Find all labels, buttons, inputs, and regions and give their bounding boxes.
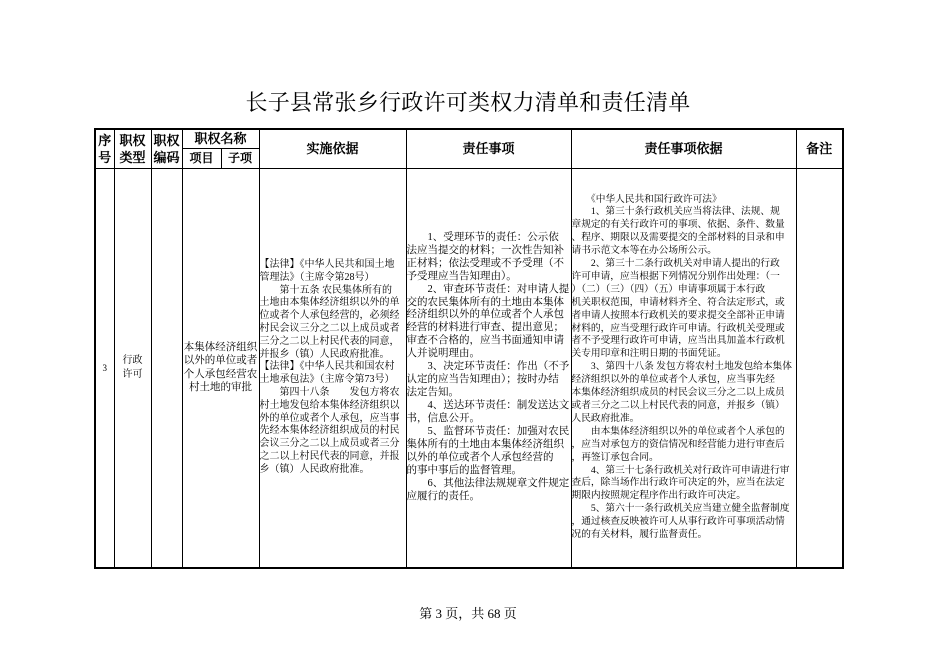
text-line: 3、第四十八条 发包方将农村土地发包给本集体 (571, 361, 792, 373)
text-line: 会议三分之二以上成员或者三分 (259, 438, 400, 450)
header-power-code (151, 129, 182, 168)
header-seq-lines (96, 132, 114, 166)
text-line: 2、第三十二条行政机关对申请人提出的行政 (571, 258, 780, 270)
text-line: ，通过核查反映被许可人从事行政许可事项活动情 (571, 516, 785, 528)
text-line: 村土地发包给本集体经济组织以 (259, 399, 400, 411)
cell-remark (796, 168, 843, 568)
text-line: 土地由本集体经济组织以外的单 (259, 297, 400, 309)
text-line: 况的有关材料，履行监督责任。 (571, 529, 708, 541)
text-line: 号 (98, 149, 112, 165)
text-line: 先经本集体经济组织成员的村民 (259, 425, 400, 437)
text-line: 村民会议三分之二以上成员或者 (259, 322, 400, 334)
cell-implementation-basis-lines (260, 259, 406, 477)
text-line: 经济组织以外的单位或者个人承包 (406, 309, 565, 321)
power-list-table (94, 128, 844, 569)
header-power-type-lines (115, 132, 151, 166)
text-line: 请书示范文本等在办公场所公示。 (571, 245, 717, 257)
cell-responsibility-basis (571, 168, 796, 568)
text-line: 者不予受理行政许可申请，应当出具加盖本行政机 (571, 335, 785, 347)
header-power-type (114, 129, 151, 168)
text-line: 查后，除当场作出行政许可决定的外，应当在法定 (571, 477, 785, 489)
header-item: 项目 (182, 148, 221, 168)
text-line: 第十五条 农民集体所有的 (259, 284, 393, 296)
text-line: 交的农民集体所有的土地由本集体 (406, 296, 565, 308)
text-line: 法应当提交的材料；一次性告知补 (406, 244, 565, 256)
text-line: 、程序、期限以及需要提交的全部材料的目录和申 (571, 232, 785, 244)
text-line: 许可 (122, 368, 143, 380)
text-line: 审查不合格的，应当书面通知申请 (406, 335, 565, 347)
text-line: 【法律】《中华人民共和国农村 (259, 361, 395, 373)
text-line: ）（二）（三）（四）（五）申请事项属于本行政 (571, 283, 766, 295)
text-line: 6、其他法律法规规章文件规定 (406, 477, 570, 489)
text-line: 第四十八条 发包方将农 (259, 386, 400, 398)
cell-power-code (151, 168, 182, 568)
text-line: 位或者个人承包经营的，必须经 (259, 310, 400, 322)
text-line: 人民政府批准。 (571, 412, 640, 424)
text-line: 职权 (153, 132, 180, 148)
text-line: 本集体经济组织成员的村民会议三分之二以上成员 (571, 387, 785, 399)
page-title: 长子县常张乡行政许可类权力清单和责任清单 (245, 90, 691, 115)
text-line: 以外的单位或者个人承包经营的 (406, 451, 554, 463)
text-line: 经济组织以外的单位或者个人承包，应当事先经 (571, 374, 775, 386)
text-line: 序 (98, 132, 112, 148)
text-line: 土地承包法》（主席令第73号） (259, 374, 395, 386)
header-subitem: 子项 (221, 148, 259, 168)
cell-responsibility-lines (407, 232, 571, 504)
header-power-code-lines (152, 132, 182, 166)
text-line: 者申请人按照本行政机关的要求提交全部补正申请 (571, 309, 785, 321)
text-line: 【法律】《中华人民共和国土地 (259, 258, 395, 270)
cell-responsibility-basis-lines (572, 194, 796, 542)
text-line: 认定的应当告知理由）；按时办结 (406, 374, 559, 386)
text-line: 本集体经济组织 (183, 341, 258, 353)
text-line: 予受理应当告知理由）。 (406, 270, 517, 282)
cell-power-type-lines (115, 354, 151, 382)
header-seq (95, 129, 114, 168)
text-line: 1、第三十条行政机关应当将法律、法规、规 (571, 206, 780, 218)
text-line: 之二以上村民代表的同意，并报 (259, 450, 400, 462)
text-line: 许可申请，应当根据下列情况分别作出处理：（一 (571, 270, 780, 282)
text-line: 期限内按照规定程序作出行政许可决定。 (571, 490, 746, 502)
table-row (95, 168, 843, 568)
text-line: 章规定的有关行政许可的事项、依据、条件、数量 (571, 219, 785, 231)
cell-seq: 3 (95, 168, 114, 568)
header-power-name: 职权名称 (182, 129, 259, 148)
text-line: 集体所有的土地由本集体经济组织 (406, 438, 565, 450)
text-line: 以外的单位或者 (183, 355, 258, 367)
text-line: ，再签订承包合同。 (571, 451, 659, 463)
text-line: 行政 (122, 354, 143, 366)
text-line: 类型 (119, 149, 146, 165)
text-line: 外的单位或者个人承包，应当事 (259, 412, 400, 424)
cell-responsibility (406, 168, 571, 568)
text-line: 法定告知。 (406, 387, 460, 399)
cell-implementation-basis (259, 168, 406, 568)
text-line: ，应当对承包方的资信情况和经营能力进行审查后 (571, 438, 785, 450)
text-line: 4、第三十七条行政机关对行政许可申请进行审 (571, 464, 790, 476)
text-line: 机关职权范围，申请材料齐全、符合法定形式，或 (571, 296, 785, 308)
cell-item-lines (183, 341, 259, 395)
text-line: 的事中事后的监督管理。 (406, 464, 523, 476)
text-line: 人并说明理由。 (406, 348, 481, 360)
text-line: 乡（镇）人民政府批准。 (259, 463, 370, 475)
page-footer: 第 3 页，共 68 页 (419, 606, 517, 621)
header-row (95, 129, 843, 148)
text-line: 《中华人民共和国行政许可法》 (571, 193, 722, 205)
text-line: 正材料；依法受理或不予受理（不 (406, 257, 565, 269)
text-line: 村土地的审批 (189, 382, 252, 394)
cell-power-name-item (182, 168, 259, 568)
text-line: 材料的，应当受理行政许可申请。行政机关受理或 (571, 322, 785, 334)
header-remark: 备注 (796, 129, 843, 168)
text-line: 3、决定环节责任：作出（不予 (406, 361, 570, 373)
text-line: 经营的材料进行审查、提出意见； (406, 322, 565, 334)
text-line: 职权 (119, 132, 146, 148)
text-line: 个人承包经营农 (183, 368, 258, 380)
header-responsibility-basis: 责任事项依据 (571, 129, 796, 168)
text-line: 关专用印章和注明日期的书面凭证。 (571, 348, 727, 360)
text-line: 或者三分之二以上村民代表的同意，并报乡（镇） (571, 400, 785, 412)
text-line: 2、审查环节责任：对申请人提 (406, 283, 570, 295)
text-line: 应履行的责任。 (406, 490, 481, 502)
header-implementation-basis: 实施依据 (259, 129, 406, 168)
text-line: 4、送达环节责任：制发送达文 (406, 400, 570, 412)
text-line: 并报乡（镇）人民政府批准。 (259, 348, 390, 360)
text-line: 书，信息公开。 (406, 413, 481, 425)
text-line: 5、监督环节责任：加强对农民 (406, 426, 570, 438)
text-line: 编码 (153, 149, 180, 165)
text-line: 三分之二以上村民代表的同意， (259, 335, 400, 347)
cell-power-type (114, 168, 151, 568)
header-responsibility: 责任事项 (406, 129, 571, 168)
text-line: 由本集体经济组织以外的单位或者个人承包的 (571, 425, 785, 437)
text-line: 管理法》（主席令第28号） (259, 271, 375, 283)
text-line: 1、受理环节的责任：公示依 (406, 231, 559, 243)
text-line: 5、第六十一条行政机关应当建立健全监督制度 (571, 503, 790, 515)
